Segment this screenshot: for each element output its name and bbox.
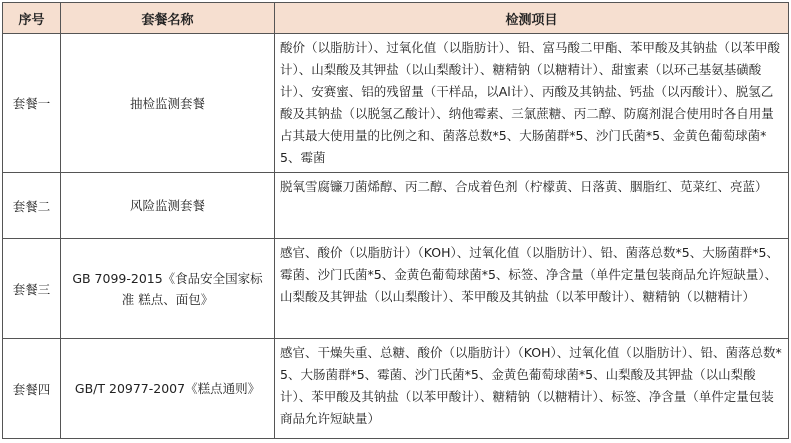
package-test-items: 感官、酸价（以脂肪计）（KOH）、过氧化值（以脂肪计）、铅、菌落总数*5、大肠菌群*5、霉菌、沙门氏菌*5、金黄色葡萄球菌*5、标签、净含量（单件定量包装商品允许短缺量）、山梨酸及其钾盐（以山梨酸计）、苯甲酸及其钠盐（以苯甲酸计）、糖精钠（以糖精计） [275,239,789,339]
package-number: 套餐二 [3,173,61,239]
package-name: GB/T 20977-2007《糕点通则》 [61,339,275,439]
package-test-items: 脱氧雪腐镰刀菌烯醇、丙二醇、合成着色剂（柠檬黄、日落黄、胭脂红、苋菜红、亮蓝） [275,173,789,239]
package-number: 套餐一 [3,34,61,173]
package-number: 套餐四 [3,339,61,439]
table-row [3,239,789,339]
package-test-items: 感官、干燥失重、总糖、酸价（以脂肪计）（KOH）、过氧化值（以脂肪计）、铅、菌落总数*5、大肠菌群*5、霉菌、沙门氏菌*5、金黄色葡萄球菌*5、山梨酸及其钾盐（以山梨酸计）、苯甲酸及其钠盐（以苯甲酸计）、糖精钠（以糖精计）、标签、净含量（单件定量包装商品允许短缺量） [275,339,789,439]
table-row [3,339,789,439]
package-name: 风险监测套餐 [61,173,275,239]
package-test-items: 酸价（以脂肪计）、过氧化值（以脂肪计）、铅、富马酸二甲酯、苯甲酸及其钠盐（以苯甲酸计）、山梨酸及其钾盐（以山梨酸计）、糖精钠（以糖精计）、甜蜜素（以环己基氨基磺酸计）、安赛蜜、铝的残留量（干样品，以Al计）、丙酸及其钠盐、钙盐（以丙酸计）、脱氢乙酸及其钠盐（以脱氢乙酸计）、纳他霉素、三氯蔗糖、丙二醇、防腐剂混合使用时各自用量占其最大使用量的比例之和、菌落总数*5、大肠菌群*5、沙门氏菌*5、金黄色葡萄球菌*5、霉菌 [275,34,789,173]
table-row [3,173,789,239]
header-serial-number: 序号 [3,3,61,34]
package-name: 抽检监测套餐 [61,34,275,173]
table-row [3,34,789,173]
package-number: 套餐三 [3,239,61,339]
header-package-name: 套餐名称 [61,3,275,34]
header-test-items: 检测项目 [275,3,789,34]
table-header-row [3,3,789,34]
package-name: GB 7099-2015《食品安全国家标准 糕点、面包》 [61,239,275,339]
inspection-package-table [2,2,789,439]
